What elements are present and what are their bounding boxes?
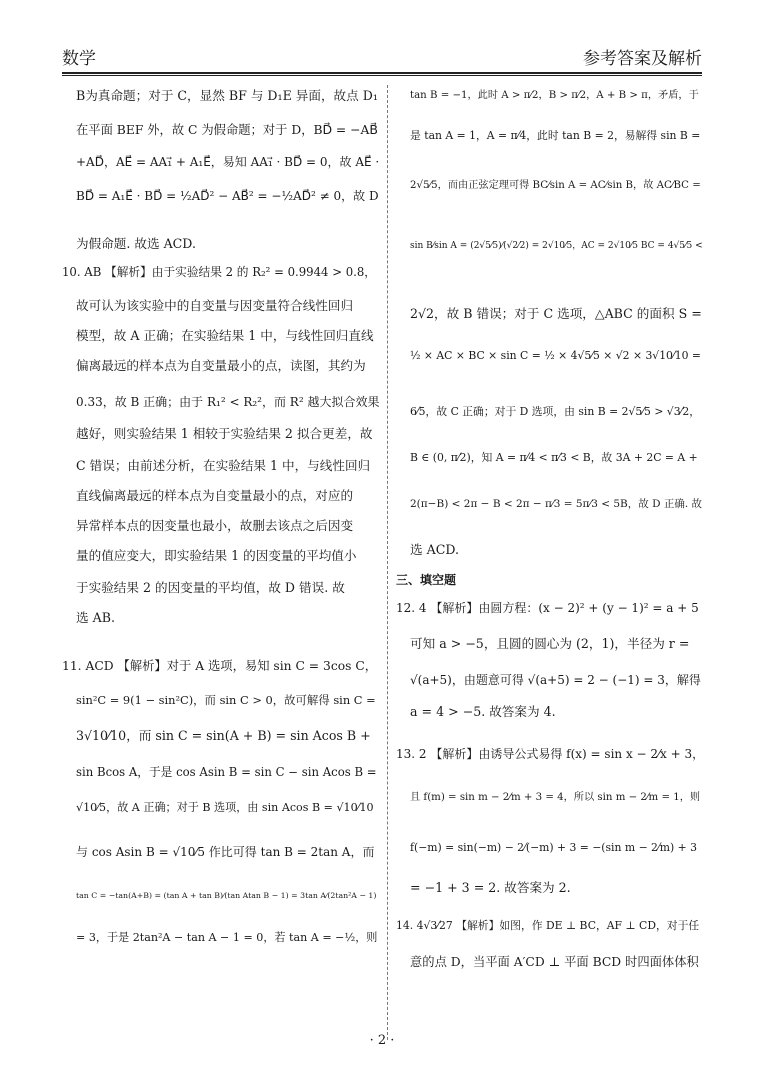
answer-key-title: 参考答案及解析 [583, 49, 702, 69]
right-text-line: 是 tan A = 1，A = π⁄4，此时 tan B = 2，易解得 sin B = [410, 129, 701, 142]
right-text-line: 且 f(m) = sin m − 2⁄m + 3 = 4，所以 sin m − 2⁄m = 1，则 [410, 792, 701, 803]
right-text-line: 2(π−B) < 2π − B < 2π − π⁄3 = 5π⁄3 < 5B，故 D 正确. 故 [410, 498, 703, 510]
right-text-line: 12. 4 【解析】由圆方程：(x − 2)² + (y − 1)² = a + 5 [396, 601, 699, 615]
right-text-line: 2√2，故 B 错误；对于 C 选项，△ABC 的面积 S = [410, 306, 702, 321]
left-text-line: 异常样本点的因变量也最小，故删去该点之后因变 [76, 518, 354, 533]
right-text-line: 意的点 D，当平面 A′CD ⊥ 平面 BCD 时四面体体积 [410, 955, 699, 969]
column-divider [387, 85, 388, 1040]
right-text-line: tan B = −1，此时 A > π⁄2，B > π⁄2，A + B > π，矛盾，于 [410, 90, 699, 101]
left-text-line: 模型，故 A 正确；在实验结果 1 中，与线性回归直线 [76, 328, 374, 343]
left-text-line: 故可认为该实验中的自变量与因变量符合线性回归 [76, 298, 354, 313]
right-text-line: 选 ACD. [410, 542, 459, 557]
right-text-line: 可知 a > −5，且圆的圆心为 (2，1)，半径为 r = [410, 636, 690, 651]
right-text-line: 13. 2 【解析】由诱导公式易得 f(x) = sin x − 2⁄x + 3， [396, 747, 705, 761]
right-text-line: 6⁄5，故 C 正确；对于 D 选项，由 sin B = 2√5⁄5 > √3⁄2， [410, 405, 701, 418]
left-text-line: tan C = −tan(A+B) = (tan A + tan B)⁄(tan Atan B − 1) = 3tan A⁄(2tan²A − 1) [76, 891, 377, 900]
left-text-line: 3√10⁄10，而 sin C = sin(A + B) = sin Acos B + [76, 728, 371, 743]
header-rule [62, 72, 702, 74]
left-text-line: sin²C = 9(1 − sin²C)，而 sin C > 0，故可解得 sin C = [76, 693, 376, 707]
left-text-line: 10. AB 【解析】由于实验结果 2 的 R₂² = 0.9944 > 0.8， [62, 265, 376, 279]
subject-title: 数学 [62, 49, 96, 69]
right-text-line: a = 4 > −5. 故答案为 4. [410, 704, 556, 719]
right-text-line: = −1 + 3 = 2. 故答案为 2. [410, 880, 571, 895]
right-text-line: B ∈ (0, π⁄2)，知 A = π⁄4 < π⁄3 < B，故 3A + 2C = A + [410, 451, 698, 464]
right-text-line: ½ × AC × BC × sin C = ½ × 4√5⁄5 × √2 × 3√10⁄10 = [410, 349, 701, 362]
right-text-line: sin B⁄sin A = (2√5⁄5)⁄(√2⁄2) = 2√10⁄5，AC = 2√10⁄5 BC = 4√5⁄5 < [410, 241, 703, 251]
left-text-line: 为假命题. 故选 ACD. [76, 236, 196, 251]
left-text-line: 于实验结果 2 的因变量的平均值，故 D 错误. 故 [76, 580, 345, 595]
page-header [62, 44, 702, 74]
left-text-line: 选 AB. [76, 610, 115, 625]
left-text-line: 直线偏离最远的样本点为自变量最小的点，对应的 [76, 488, 354, 503]
left-text-line: +AD⃗，AE⃗ = AA₁⃗ + A₁E⃗，易知 AA₁⃗ · BD⃗ = 0，故 AE⃗ · [76, 155, 380, 169]
left-text-line: 偏离最远的样本点为自变量最小的点，读图，其约为 [76, 358, 366, 373]
left-text-line: 11. ACD 【解析】对于 A 选项，易知 sin C = 3cos C， [62, 659, 378, 673]
left-text-line: = 3，于是 2tan²A − tan A − 1 = 0，若 tan A = −½，则 [76, 931, 378, 944]
left-text-line: C 错误；由前述分析，在实验结果 1 中，与线性回归 [76, 458, 371, 473]
left-text-line: 与 cos Asin B = √10⁄5 作比可得 tan B = 2tan A，而 [76, 845, 375, 859]
left-text-line: BD⃗ = A₁E⃗ · BD⃗ = ½AD⃗² − AB⃗² = −½AD⃗² ≠ 0，故 D [76, 189, 379, 203]
left-text-line: √10⁄5，故 A 正确；对于 B 选项，由 sin Acos B = √10⁄10 [76, 801, 374, 814]
header-rule-thin [62, 75, 702, 76]
left-text-line: 0.33，故 B 正确；由于 R₁² < R₂²，而 R² 越大拟合效果 [76, 395, 380, 409]
right-text-line: f(−m) = sin(−m) − 2⁄(−m) + 3 = −(sin m − 2⁄m) + 3 [410, 841, 697, 854]
section-heading: 三、填空题 [396, 573, 457, 587]
right-text-line: √(a+5)，由题意可得 √(a+5) = 2 − (−1) = 3，解得 [410, 673, 701, 687]
right-text-line: 14. 4√3⁄27 【解析】如图，作 DE ⊥ BC，AF ⊥ CD，对于任 [396, 919, 700, 932]
left-text-line: B为真命题；对于 C，显然 BF 与 D₁E 异面，故点 D₁ [76, 88, 378, 103]
left-text-line: 越好，则实验结果 1 相较于实验结果 2 拟合更差，故 [76, 426, 373, 441]
left-text-line: 量的值应变大，即实验结果 1 的因变量的平均值小 [76, 548, 357, 563]
left-text-line: sin Bcos A，于是 cos Asin B = sin C − sin Acos B = [76, 765, 377, 779]
right-text-line: 2√5⁄5，而由正弦定理可得 BC⁄sin A = AC⁄sin B，故 AC⁄BC = [410, 180, 701, 191]
page-number: · 2 · [369, 1033, 395, 1048]
left-text-line: 在平面 BEF 外，故 C 为假命题；对于 D，BD⃗ = −AB⃗ [76, 123, 378, 137]
